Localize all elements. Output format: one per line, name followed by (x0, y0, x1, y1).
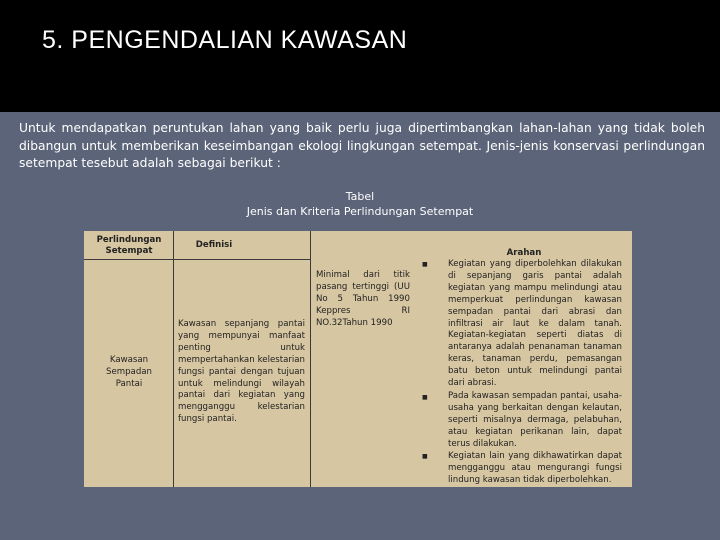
header-perlindungan: Perlindungan Setempat (96, 235, 162, 256)
bullet-icon: ■ (422, 453, 428, 460)
intro-paragraph: Untuk mendapatkan peruntukan lahan yang baik perlu juga dipertimbangkan lahan-lahan yang tidak boleh dibangun untuk memberikan keseimbangan ekologi lingkungan setempat. Jenis-jenis konservasi perlindungan setempat tesebut adalah sebagai berikut : (19, 121, 705, 170)
cell-perlindungan: Kawasan Sempadan Pantai (105, 355, 152, 389)
table-caption-title: Jenis dan Kriteria Perlindungan Setempat (246, 205, 474, 218)
header-arahan: Arahan (506, 248, 542, 258)
column-divider (173, 231, 174, 487)
arahan-item: Kegiatan yang diperbolehkan dilakukan di sepanjang garis pantai adalah kegiatan yang mampu melindungi atau memperkuat perlindungan kawasan sempadan pantai dari abrasi dan infiltrasi air laut ke dalam tanah. Kegiatan-kegiatan seperti diatas di antaranya adalah penanaman tanaman keras, tanaman perdu, pemasangan batu beton untuk melindungi pantai dari abrasi. (448, 259, 622, 389)
table-caption-label: Tabel (345, 190, 375, 203)
arahan-item: Kegiatan lain yang dikhawatirkan dapat mengganggu atau mengurangi fungsi lindung kawasan tidak diperbolehkan. (448, 451, 622, 485)
slide-title: 5. PENGENDALIAN KAWASAN (42, 26, 408, 54)
column-divider (310, 231, 311, 487)
header-definisi: Definisi (195, 240, 233, 250)
criteria-table (84, 231, 632, 487)
title-bar (0, 0, 720, 112)
header-divider (173, 259, 311, 260)
arahan-item: Pada kawasan sempadan pantai, usaha-usaha yang berkaitan dengan kelautan, seperti misalnya dermaga, pelabuhan, atau kegiatan perikanan lain, dapat terus dilakukan. (448, 391, 622, 449)
bullet-icon: ■ (422, 261, 428, 268)
bullet-icon: ■ (422, 394, 428, 401)
header-divider (84, 259, 174, 260)
cell-kriteria: Minimal dari titik pasang tertinggi (UU No 5 Tahun 1990 Keppres RI NO.32Tahun 1990 (316, 270, 410, 328)
cell-definisi: Kawasan sepanjang pantai yang mempunyai manfaat penting untuk mempertahankan kelestarian fungsi pantai dengan tujuan untuk melindungi wilayah pantai dari kegiatan yang mengganggu kelestarian fungsi pantai. (178, 319, 305, 425)
